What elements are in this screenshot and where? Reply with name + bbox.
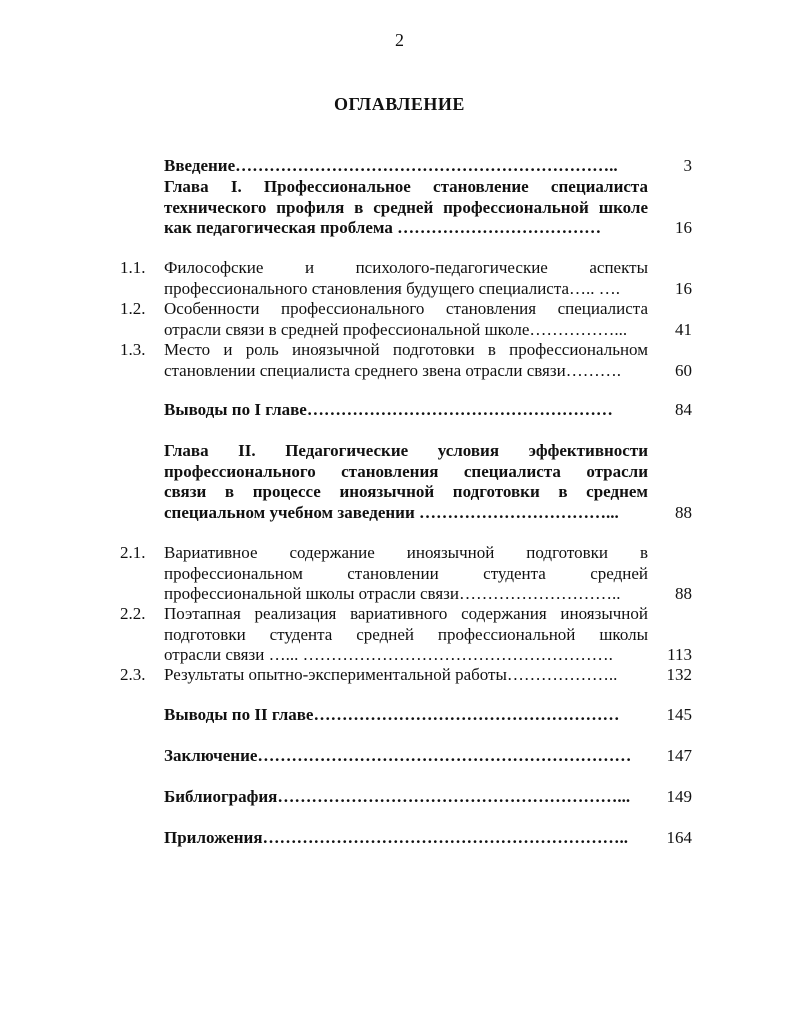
toc-entry-number: 2.2. (120, 604, 146, 623)
toc-entry-number: 2.3. (120, 665, 146, 684)
toc-entry-page: 41 (675, 319, 692, 339)
toc-entry-line: специальном учебном заведении ……………………………... (164, 502, 619, 522)
toc-entry-page: 113 (667, 645, 692, 664)
toc-entry-title (164, 604, 648, 666)
toc-entry-number: 1.2. (120, 299, 146, 318)
toc-entry[interactable] (120, 258, 700, 299)
toc-entry[interactable] (120, 705, 700, 726)
toc-entry-line: Выводы по II главе……………………………………………… (164, 705, 620, 724)
toc-entry[interactable] (120, 441, 700, 523)
toc-entry[interactable] (120, 299, 700, 340)
toc-entry[interactable] (120, 787, 700, 808)
page-number: 2 (395, 30, 404, 50)
toc-entry-line: Библиография……………………………………………………... (164, 787, 631, 806)
toc-entry-number: 1.1. (120, 258, 146, 277)
toc-entry[interactable] (120, 156, 700, 177)
toc-entry[interactable] (120, 400, 700, 421)
toc-entry[interactable] (120, 340, 700, 381)
toc-entry-page: 88 (675, 584, 692, 603)
toc-entry-line: Место и роль иноязычной подготовки в профессиональном (164, 340, 648, 359)
toc-entry-title (164, 258, 648, 299)
toc-entry-page: 149 (666, 787, 692, 806)
toc-entry-title (164, 543, 648, 605)
toc-title: ОГЛАВЛЕНИЕ (334, 94, 465, 114)
toc-entry-line: профессиональном становлении студента средней (164, 563, 648, 583)
toc-entry-page: 84 (675, 400, 692, 419)
toc-entry-title (164, 299, 648, 340)
toc-entry[interactable] (120, 665, 700, 686)
toc-entry-title (164, 156, 648, 177)
toc-entry-number: 1.3. (120, 340, 146, 359)
toc-entry-title (164, 787, 648, 808)
toc-entry-line: подготовки студента средней профессиональной школы (164, 624, 648, 644)
toc-entry-title (164, 177, 648, 239)
toc-entry-title (164, 705, 648, 726)
toc-entry-title (164, 340, 648, 381)
toc-entry-line: Введение………………………………………………………….. (164, 156, 618, 175)
toc-entry-line: отрасли связи …... ………………………………………………. (164, 645, 613, 664)
toc-entry-page: 164 (666, 828, 692, 847)
toc-entry-line: Вариативное содержание иноязычной подготовки в (164, 543, 648, 562)
toc-entry-line: Философские и психолого-педагогические аспекты (164, 258, 648, 277)
toc-entry[interactable] (120, 543, 700, 605)
toc-entry-line: отрасли связи в средней профессиональной школе……………... (164, 319, 628, 339)
toc-entry-title (164, 828, 648, 849)
toc-entry-page: 132 (666, 665, 692, 684)
toc-entry-line: как педагогическая проблема ……………………………… (164, 218, 602, 237)
toc-entry-line: Особенности профессионального становления специалиста (164, 299, 648, 318)
toc-entry-page: 16 (675, 218, 692, 237)
toc-entry-title (164, 665, 648, 686)
toc-entry-page: 3 (683, 156, 692, 175)
toc-entry-line: технического профиля в средней профессиональной школе (164, 197, 648, 217)
toc-entry-title (164, 746, 648, 767)
toc-entry-line: Приложения……………………………………………………….. (164, 828, 629, 847)
toc-entry-line: Результаты опытно-экспериментальной работы……………….. (164, 665, 618, 684)
toc-entry-title (164, 441, 648, 523)
toc-entry-line: Глава I. Профессиональное становление специалиста (164, 177, 648, 196)
toc-entry[interactable] (120, 828, 700, 849)
toc-entry[interactable] (120, 746, 700, 767)
toc-entry-page: 145 (666, 705, 692, 724)
toc-entry-line: связи в процессе иноязычной подготовки в среднем (164, 482, 648, 501)
toc-entry-line: профессионального становления будущего специалиста….. …. (164, 278, 621, 298)
toc-entry-line: становлении специалиста среднего звена отрасли связи………. (164, 360, 621, 380)
toc-entry-line: Выводы по I главе……………………………………………… (164, 400, 613, 419)
toc-entry[interactable] (120, 177, 700, 239)
toc-entry-page: 16 (675, 278, 692, 298)
toc-entry-page: 88 (675, 502, 692, 522)
toc-entry-number: 2.1. (120, 543, 146, 562)
toc-entry[interactable] (120, 604, 700, 666)
toc-entry-line: профессионального становления специалиста отрасли (164, 461, 648, 481)
toc-entry-page: 60 (675, 360, 692, 380)
toc-entry-line: профессиональной школы отрасли связи……………………….. (164, 584, 621, 603)
toc-entry-line: Заключение………………………………………………………… (164, 746, 632, 765)
toc-entry-title (164, 400, 648, 421)
toc-entry-page: 147 (666, 746, 692, 765)
toc-entry-line: Поэтапная реализация вариативного содержания иноязычной (164, 604, 648, 623)
toc-entry-line: Глава II. Педагогические условия эффективности (164, 441, 648, 460)
